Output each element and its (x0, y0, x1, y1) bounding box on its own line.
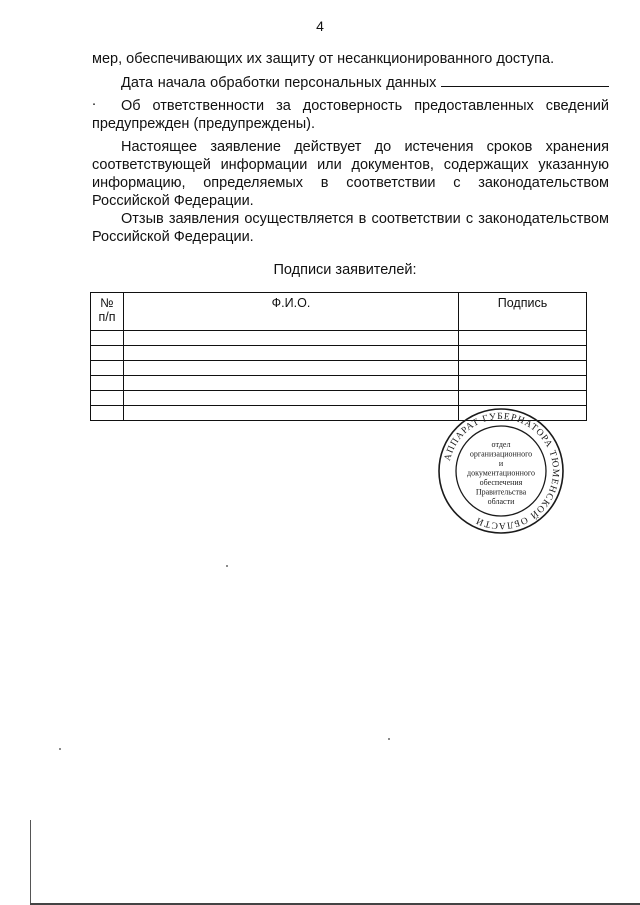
column-header-number-line1: № (100, 296, 114, 310)
signatures-title: Подписи заявителей: (273, 262, 417, 278)
stamp-center-line: Правительства (475, 487, 527, 497)
cell-number (91, 376, 124, 391)
cell-signature (459, 346, 587, 361)
cell-signature (459, 376, 587, 391)
column-header-signature: Подпись (459, 293, 587, 331)
scan-edge-left (30, 820, 31, 905)
processing-start-date-blank (441, 73, 609, 87)
scan-speck (226, 565, 228, 567)
table-row (91, 361, 587, 376)
cell-name (124, 391, 459, 406)
cell-number (91, 361, 124, 376)
column-header-number (91, 293, 124, 331)
page-number: 4 (316, 18, 324, 34)
processing-start-date-end: . (92, 93, 97, 109)
cell-name (124, 406, 459, 421)
signatures-table (90, 292, 587, 421)
stamp-center-line: документационного (467, 468, 535, 478)
cell-name (124, 346, 459, 361)
table-header-row (91, 293, 587, 331)
column-header-number-line2: п/п (98, 310, 116, 324)
cell-number (91, 346, 124, 361)
table-row (91, 391, 587, 406)
cell-number (91, 391, 124, 406)
cell-signature (459, 331, 587, 346)
stamp-center-line: отдел (491, 440, 511, 449)
cell-name (124, 376, 459, 391)
cell-name (124, 361, 459, 376)
table-row (91, 331, 587, 346)
scan-speck (59, 748, 61, 750)
cell-signature (459, 391, 587, 406)
paragraph-responsibility: Об ответственности за достоверность предоставленных сведений предупрежден (предупреждены). (92, 98, 609, 132)
paragraph-data-protection: мер, обеспечивающих их защиту от несанкционированного доступа. (92, 51, 555, 67)
stamp-center-line: и (498, 459, 504, 468)
column-header-name: Ф.И.О. (124, 293, 459, 331)
cell-number (91, 331, 124, 346)
processing-start-date-label: Дата начала обработки персональных данных (121, 75, 437, 91)
paragraph-validity: Настоящее заявление действует до истечения сроков хранения соответствующей информации или документов, содержащих указанную информацию, определяемых в соответствии с законодательством Российской Федерации. (92, 139, 609, 209)
cell-number (91, 406, 124, 421)
table-row (91, 376, 587, 391)
table-row (91, 346, 587, 361)
cell-signature (459, 361, 587, 376)
stamp-center-line: обеспечения (479, 478, 523, 487)
stamp-center-text (467, 440, 535, 506)
stamp-ring-text: АППАРАТ ГУБЕРНАТОРА ТЮМЕНСКОЙ ОБЛАСТИ (443, 411, 561, 531)
scan-speck (388, 738, 390, 740)
official-stamp (437, 407, 565, 535)
stamp-center-line: организационного (469, 449, 533, 459)
cell-name (124, 331, 459, 346)
paragraph-revocation: Отзыв заявления осуществляется в соответствии с законодательством Российской Федерации. (92, 211, 609, 245)
stamp-center-line: области (487, 497, 515, 506)
